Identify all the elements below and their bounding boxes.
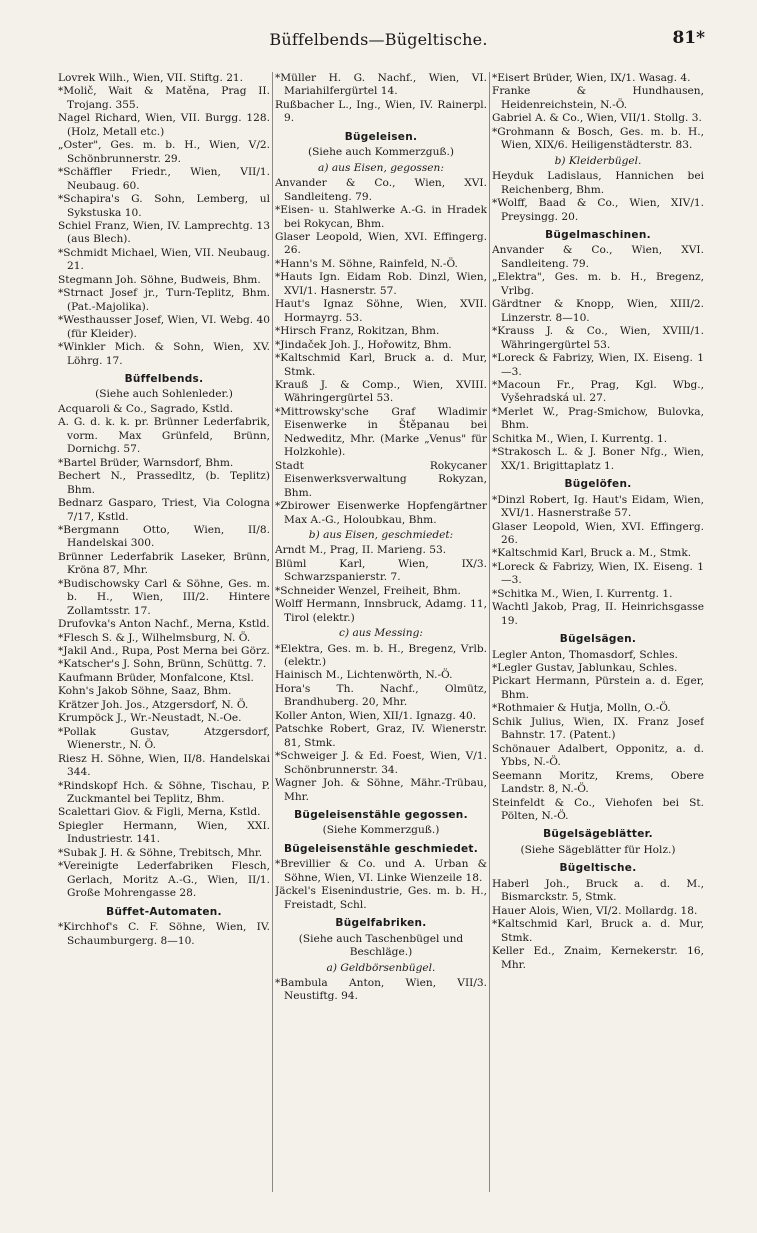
directory-entry: Nagel Richard, Wien, VII. Burgg. 128. (Holz, Metall etc.)	[58, 112, 270, 138]
directory-entry: *Katscher's J. Sohn, Brünn, Schüttg. 7.	[58, 658, 267, 671]
directory-entry: *Strakosch L. & J. Boner Nfg., Wien, XX/1. Brigittaplatz 1.	[492, 446, 704, 472]
directory-entry: *Schitka M., Wien, I. Kurrentg. 1.	[492, 587, 673, 600]
page-header	[0, 28, 757, 50]
directory-entry: Gärdtner & Knopp, Wien, XIII/2. Linzerstr. 8—10.	[492, 298, 704, 324]
directory-entry: Schik Julius, Wien, IX. Franz Josef Bahnstr. 17. (Patent.)	[492, 715, 704, 742]
directory-entry: *Hauts Ign. Eidam Rob. Dinzl, Wien, XVI/1. Hasnerstr. 57.	[275, 271, 487, 297]
directory-entry: *Schneider Wenzel, Freiheit, Bhm.	[275, 584, 461, 597]
directory-entry: Keller Ed., Znaim, Kernekerstr. 16, Mhr.	[492, 945, 704, 971]
directory-entry: *Jindaček Joh. J., Hořowitz, Bhm.	[275, 338, 452, 351]
directory-entry: Steinfeldt & Co., Viehofen bei St. Pölten, N.-Ö.	[492, 796, 704, 823]
directory-entry: Wolff Hermann, Innsbruck, Adamg. 11, Tirol (elektr.)	[275, 598, 487, 624]
column-3	[492, 72, 704, 1192]
directory-entry: Haberl Joh., Bruck a. d. M., Bismarckstr. 5, Stmk.	[492, 877, 704, 904]
directory-entry: Anvander & Co., Wien, XVI. Sandleiteng. 79.	[275, 177, 487, 203]
section-heading: Bügelmaschinen.	[545, 228, 651, 241]
directory-entry: Drufovka's Anton Nachf., Merna, Kstld.	[58, 618, 270, 631]
subsection-heading: b) Kleiderbügel.	[554, 154, 642, 167]
cross-reference-note: (Siehe auch Kommerzguß.)	[308, 146, 454, 159]
directory-entry: Legler Anton, Thomasdorf, Schles.	[492, 648, 678, 661]
directory-entry: *Molič, Wait & Matěna, Prag II. Trojang. 355.	[58, 85, 270, 111]
directory-entry: *Müller H. G. Nachf., Wien, VI. Mariahilfergürtel 14.	[275, 72, 487, 98]
subsection-heading: a) Geldbörsenbügel.	[326, 961, 436, 974]
directory-entry: *Schweiger J. & Ed. Foest, Wien, V/1. Schönbrunnerstr. 34.	[275, 750, 487, 776]
directory-entry: *Subak J. H. & Söhne, Trebitsch, Mhr.	[58, 846, 263, 859]
directory-entry: Rußbacher L., Ing., Wien, IV. Rainerpl. 9.	[275, 98, 487, 125]
directory-entry: Krauß J. & Comp., Wien, XVIII. Währingergürtel 53.	[275, 378, 487, 405]
directory-columns	[58, 72, 704, 1192]
directory-entry: *Kirchhof's C. F. Söhne, Wien, IV. Schaumburgerg. 8—10.	[58, 921, 270, 947]
directory-entry: *Vereinigte Lederfabriken Flesch, Gerlach, Moritz A.-G., Wien, II/1. Große Mohrengasse 28.	[58, 860, 270, 900]
directory-entry: Glaser Leopold, Wien, XVI. Effingerg. 26.	[492, 520, 704, 546]
directory-entry: *Bambula Anton, Wien, VII/3. Neustiftg. 94.	[275, 977, 487, 1003]
directory-entry: *Rothmaier & Hutja, Molln, O.-Ö.	[492, 702, 671, 715]
directory-entry: Kohn's Jakob Söhne, Saaz, Bhm.	[58, 685, 232, 698]
directory-entry: Patschke Robert, Graz, IV. Wienerstr. 81, Stmk.	[275, 723, 487, 749]
directory-entry: *Macoun Fr., Prag, Kgl. Wbg., Vyšehradská ul. 27.	[492, 378, 704, 405]
directory-entry: Schiel Franz, Wien, IV. Lamprechtg. 13 (aus Blech).	[58, 219, 270, 246]
section-heading: Bügelfabriken.	[335, 917, 427, 930]
directory-entry: Anvander & Co., Wien, XVI. Sandleiteng. 79.	[492, 244, 704, 270]
directory-entry: *Brevillier & Co. und A. Urban & Söhne, Wien, VI. Linke Wienzeile 18.	[275, 858, 487, 884]
directory-entry: *Schäffler Friedr., Wien, VII/1. Neubaug. 60.	[58, 166, 270, 192]
directory-entry: Hora's Th. Nachf., Olmütz, Brandhuberg. 20, Mhr.	[275, 682, 487, 709]
directory-entry: Kaufmann Brüder, Monfalcone, Ktsl.	[58, 671, 254, 684]
directory-entry: *Hirsch Franz, Rokitzan, Bhm.	[275, 325, 440, 338]
directory-entry: Hauer Alois, Wien, VI/2. Mollardg. 18.	[492, 904, 698, 917]
directory-entry: *Loreck & Fabrizy, Wien, IX. Eiseng. 1—3.	[492, 560, 704, 587]
page-number: 81*	[672, 28, 705, 48]
directory-entry: *Kaltschmid Karl, Bruck a. d. Mur, Stmk.	[275, 352, 487, 378]
directory-entry: *Strnact Josef jr., Turn-Teplitz, Bhm. (Pat.-Majolika).	[58, 287, 270, 313]
directory-entry: Stegmann Joh. Söhne, Budweis, Bhm.	[58, 273, 261, 286]
directory-entry: Gabriel A. & Co., Wien, VII/1. Stollg. 3.	[492, 112, 702, 125]
directory-entry: *Dinzl Robert, Ig. Haut's Eidam, Wien, XVI/1. Hasnerstraße 57.	[492, 493, 704, 520]
subsection-heading: b) aus Eisen, geschmiedet:	[308, 528, 454, 541]
directory-entry: *Kaltschmid Karl, Bruck a. d. Mur, Stmk.	[492, 918, 704, 944]
directory-entry: *Loreck & Fabrizy, Wien, IX. Eiseng. 1—3.	[492, 352, 704, 378]
cross-reference-note: (Siehe Sägeblätter für Holz.)	[520, 843, 676, 856]
directory-entry: *Merlet W., Prag-Smichow, Bulovka, Bhm.	[492, 405, 704, 432]
directory-entry: A. G. d. k. k. pr. Brünner Lederfabrik, vorm. Max Grünfeld, Brünn, Dornichg. 57.	[58, 416, 270, 456]
column-2	[275, 72, 487, 1192]
directory-entry: *Zbirower Eisenwerke Hopfengärtner Max A.-G., Holoubkau, Bhm.	[275, 500, 487, 526]
directory-entry: *Legler Gustav, Jablunkau, Schles.	[492, 662, 678, 675]
section-heading: Büffelbends.	[124, 372, 204, 385]
directory-entry: Brünner Lederfabrik Laseker, Brünn, Kröna 87, Mhr.	[58, 550, 270, 577]
directory-entry: Blüml Karl, Wien, IX/3. Schwarzspanierstr. 7.	[275, 557, 487, 584]
directory-entry: Schitka M., Wien, I. Kurrentg. 1.	[492, 432, 668, 445]
directory-entry: Arndt M., Prag, II. Marieng. 53.	[275, 544, 447, 557]
directory-entry: *Westhausser Josef, Wien, VI. Webg. 40 (für Kleider).	[58, 314, 270, 340]
directory-entry: Lovrek Wilh., Wien, VII. Stiftg. 21.	[58, 72, 244, 84]
directory-entry: *Hann's M. Söhne, Rainfeld, N.-Ö.	[275, 257, 458, 270]
directory-entry: Stadt Rokycaner Eisenwerksverwaltung Rokyzan, Bhm.	[275, 459, 487, 499]
directory-entry: *Elektra, Ges. m. b. H., Bregenz, Vrlb. (elektr.)	[275, 642, 487, 669]
directory-entry: *Flesch S. & J., Wilhelmsburg, N. Ö.	[58, 631, 251, 644]
column-divider	[489, 72, 490, 1192]
section-heading: Bügelsägeblätter.	[543, 828, 653, 841]
directory-entry: Heyduk Ladislaus, Hannichen bei Reichenberg, Bhm.	[492, 170, 704, 196]
directory-entry: *Bergmann Otto, Wien, II/8. Handelskai 300.	[58, 523, 270, 550]
subsection-heading: c) aus Messing:	[339, 627, 423, 640]
section-heading: Bügeltische.	[559, 862, 637, 875]
cross-reference-note: (Siehe Kommerzguß.)	[322, 824, 440, 837]
directory-entry: *Mittrowsky'sche Graf Wladimir Eisenwerke in Štěpanau bei Nedweditz, Mhr. (Marke „Venus" für Holzkohle).	[275, 405, 487, 459]
subsection-heading: a) aus Eisen, gegossen:	[318, 161, 444, 174]
directory-entry: Schönauer Adalbert, Opponitz, a. d. Ybbs, N.-Ö.	[492, 742, 704, 769]
section-heading: Bügelsägen.	[559, 633, 637, 646]
directory-entry: *Krauss J. & Co., Wien, XVIII/1. Währingergürtel 53.	[492, 325, 704, 351]
directory-entry: Franke & Hundhausen, Heidenreichstein, N.-Ö.	[492, 85, 704, 111]
section-heading: Bügeleisenstähle gegossen.	[294, 809, 468, 822]
directory-entry: *Eisen- u. Stahlwerke A.-G. in Hradek bei Rokycan, Bhm.	[275, 204, 487, 230]
section-heading: Bügeleisenstähle geschmiedet.	[283, 842, 479, 855]
directory-entry: *Pollak Gustav, Atzgersdorf, Wienerstr., N. Ö.	[58, 725, 270, 752]
directory-entry: *Bartel Brüder, Warnsdorf, Bhm.	[58, 456, 234, 469]
directory-entry: Koller Anton, Wien, XII/1. Ignazg. 40.	[275, 709, 477, 722]
directory-entry: *Budischowsky Carl & Söhne, Ges. m. b. H., Wien, III/2. Hintere Zollamtsstr. 17.	[58, 577, 270, 617]
directory-entry: *Kaltschmid Karl, Bruck a. M., Stmk.	[492, 547, 692, 560]
directory-entry: *Rindskopf Hch. & Söhne, Tischau, P. Zuckmantel bei Teplitz, Bhm.	[58, 779, 270, 806]
section-heading: Bügelöfen.	[564, 478, 632, 491]
directory-entry: Krätzer Joh. Jos., Atzgersdorf, N. Ö.	[58, 698, 249, 711]
column-1	[58, 72, 270, 1192]
directory-entry: Jäckel's Eisenindustrie, Ges. m. b. H., Freistadt, Schl.	[275, 885, 487, 911]
section-heading: Bügeleisen.	[344, 130, 418, 143]
directory-entry: Pickart Hermann, Pürstein a. d. Eger, Bhm.	[492, 675, 704, 701]
directory-entry: Glaser Leopold, Wien, XVI. Effingerg. 26.	[275, 230, 487, 257]
directory-entry: Wachtl Jakob, Prag, II. Heinrichsgasse 19.	[492, 601, 704, 627]
cross-reference-note: (Siehe auch Taschenbügel und Beschläge.)	[298, 932, 464, 959]
directory-entry: Seemann Moritz, Krems, Obere Landstr. 8, N.-Ö.	[492, 769, 704, 796]
directory-entry: *Schmidt Michael, Wien, VII. Neubaug. 21.	[58, 246, 270, 273]
directory-entry: *Jakil And., Rupa, Post Merna bei Görz.	[58, 645, 270, 658]
directory-entry: Haut's Ignaz Söhne, Wien, XVII. Hormayrg. 53.	[275, 298, 487, 324]
directory-entry: Acquaroli & Co., Sagrado, Kstld.	[58, 402, 234, 415]
directory-entry: „Oster", Ges. m. b. H., Wien, V/2. Schönbrunnerstr. 29.	[58, 139, 270, 165]
directory-entry: Hainisch M., Lichtenwörth, N.-Ö.	[275, 669, 453, 682]
directory-entry: Wagner Joh. & Söhne, Mähr.-Trübau, Mhr.	[275, 777, 487, 803]
column-divider	[272, 72, 273, 1192]
cross-reference-note: (Siehe auch Sohlenleder.)	[95, 388, 233, 401]
directory-entry: Bechert N., Prassedltz, (b. Teplitz) Bhm.	[58, 470, 270, 496]
directory-entry: *Grohmann & Bosch, Ges. m. b. H., Wien, XIX/6. Heiligenstädterstr. 83.	[492, 125, 704, 152]
page-title: Büffelbends—Bügeltische.	[269, 30, 488, 49]
directory-entry: Scalettari Giov. & Figli, Merna, Kstld.	[58, 806, 261, 819]
section-heading: Büffet-Automaten.	[106, 905, 222, 918]
directory-entry: *Schapira's G. Sohn, Lemberg, ul Sykstuska 10.	[58, 193, 270, 219]
directory-entry: Riesz H. Söhne, Wien, II/8. Handelskai 344.	[58, 752, 270, 779]
directory-entry: Bednarz Gasparo, Triest, Via Cologna 7/17, Kstld.	[58, 497, 270, 523]
directory-entry: „Elektra", Ges. m. b. H., Bregenz, Vrlbg.	[492, 271, 704, 297]
directory-entry: *Winkler Mich. & Sohn, Wien, XV. Löhrg. 17.	[58, 341, 270, 367]
directory-entry: Krumpöck J., Wr.-Neustadt, N.-Oe.	[58, 712, 242, 725]
directory-entry: Spiegler Hermann, Wien, XXI. Industriestr. 141.	[58, 819, 270, 846]
directory-entry: *Eisert Brüder, Wien, IX/1. Wasag. 4.	[492, 72, 691, 84]
directory-entry: *Wolff, Baad & Co., Wien, XIV/1. Preysingg. 20.	[492, 197, 704, 223]
